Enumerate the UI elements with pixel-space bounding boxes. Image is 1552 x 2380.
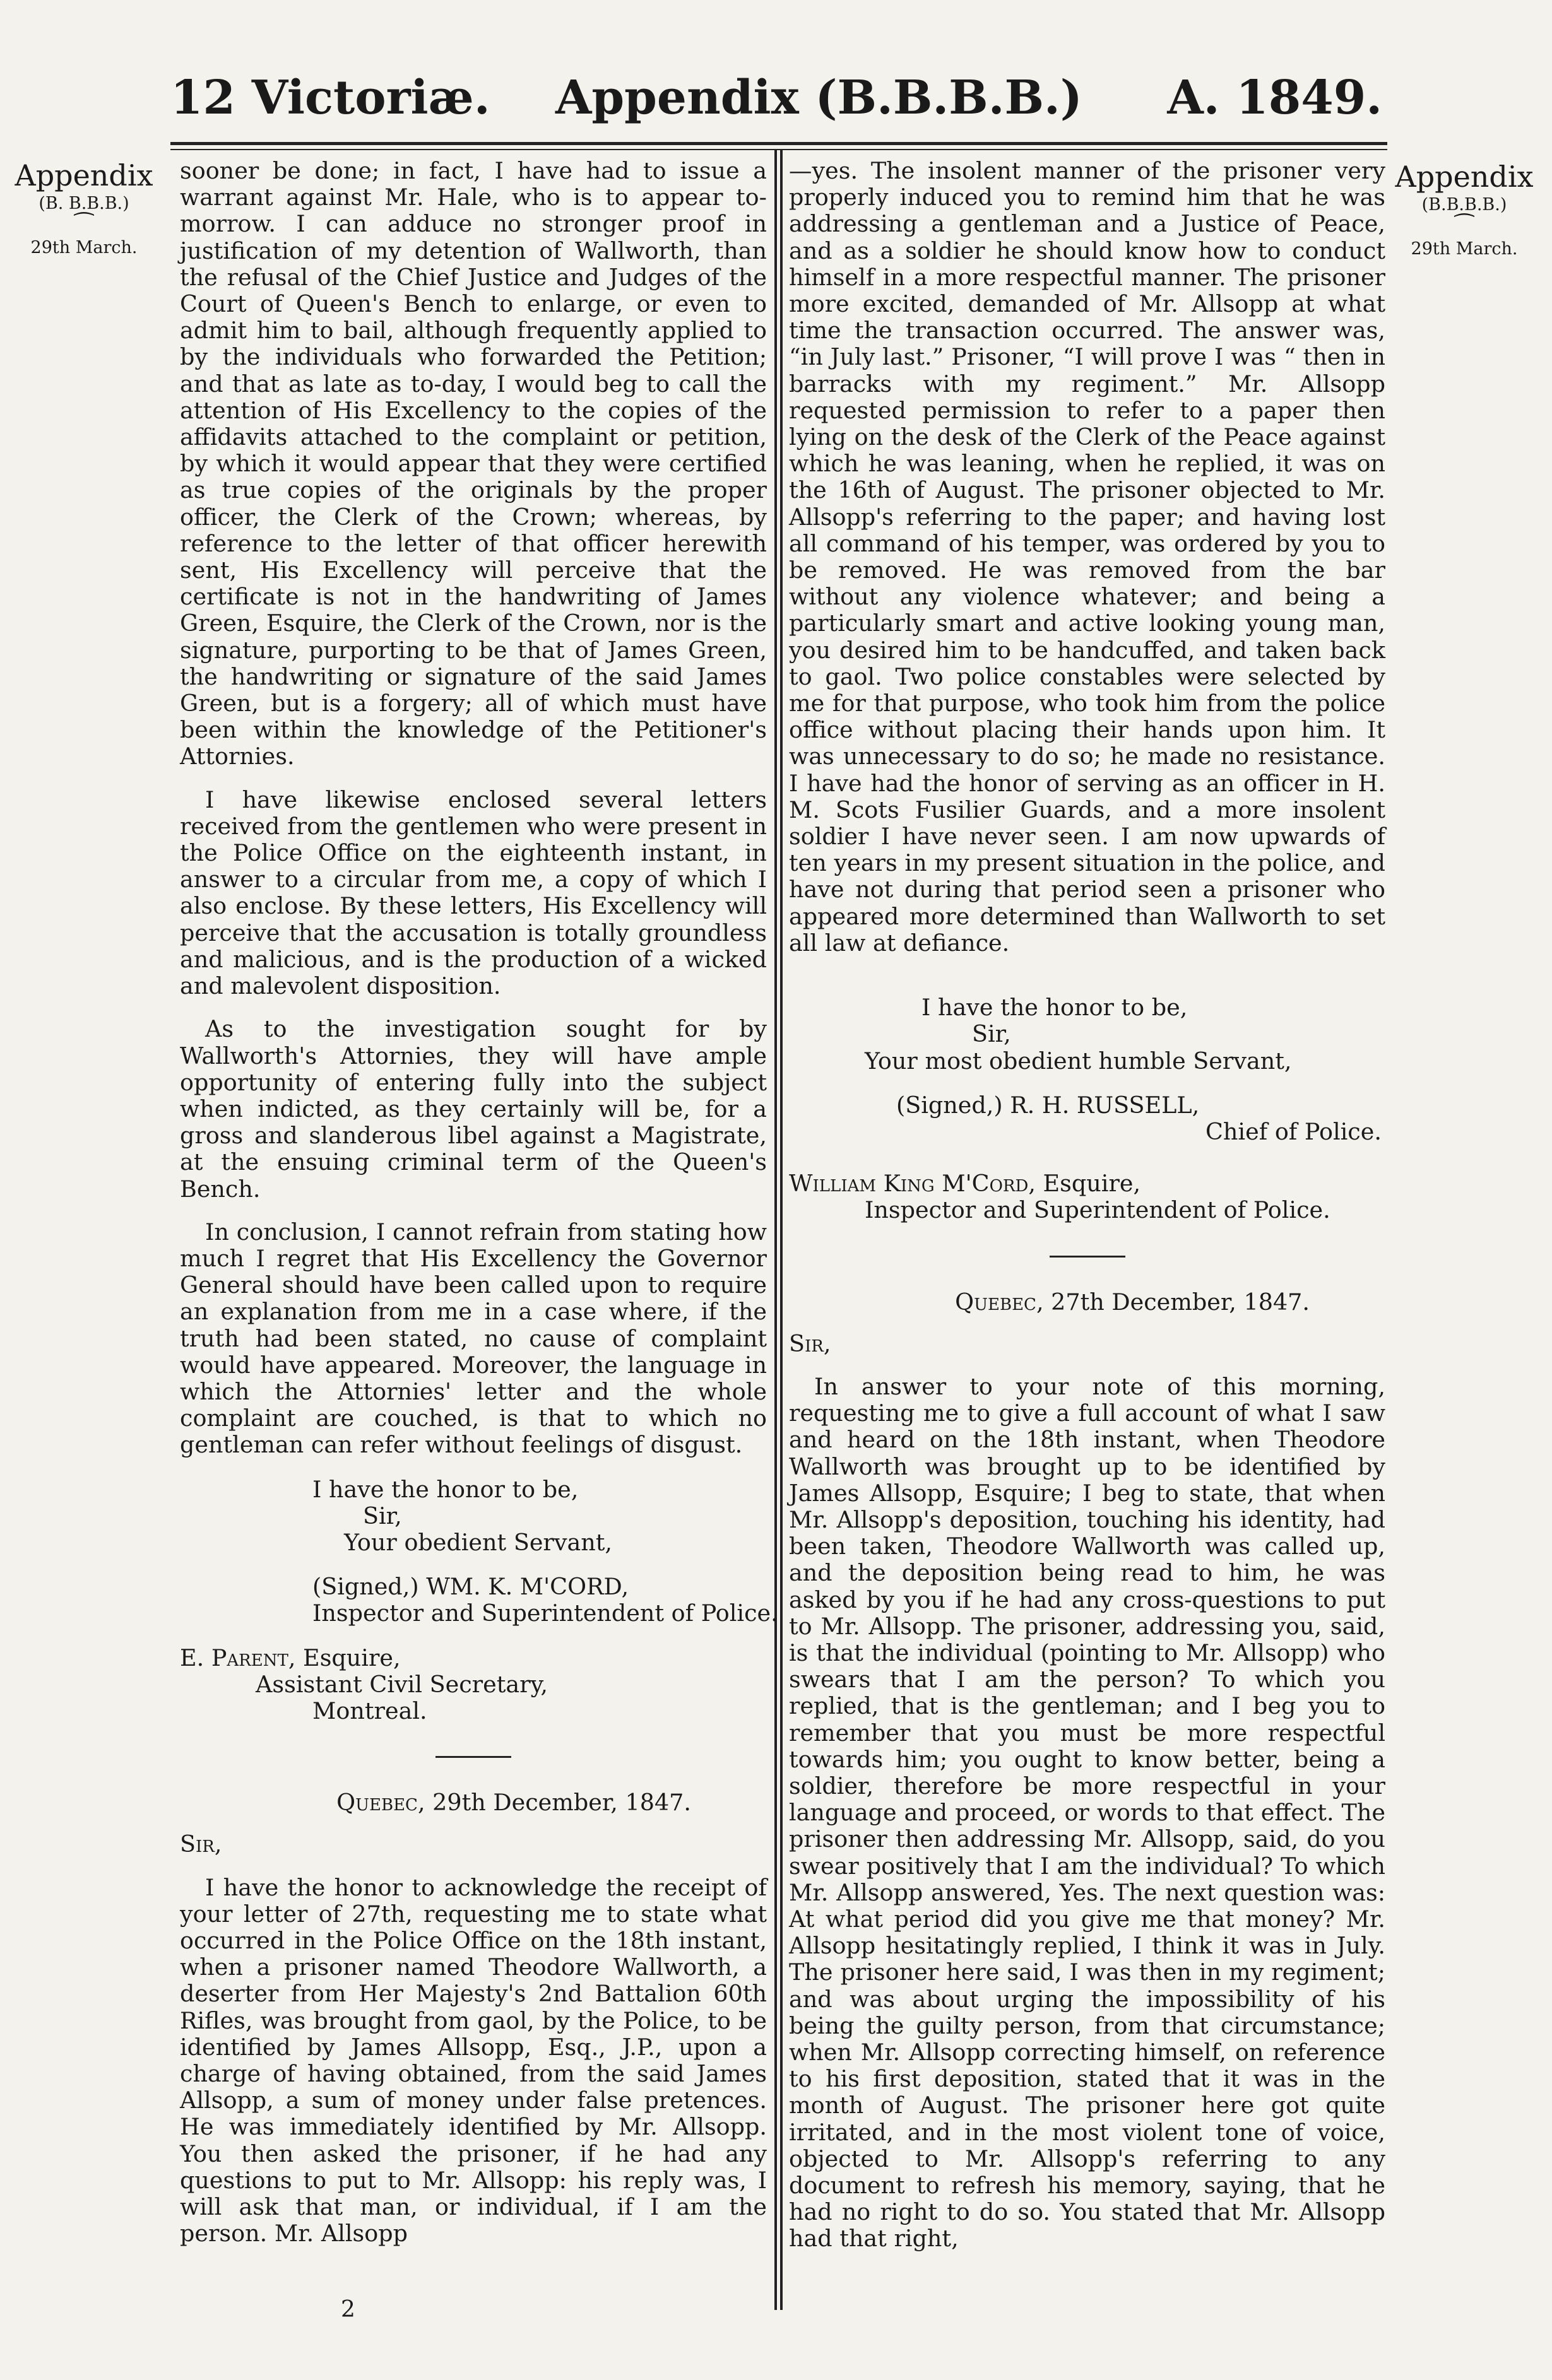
header-session: 12 Victoriæ.: [170, 71, 490, 125]
addressee-place: Montreal.: [312, 1697, 427, 1724]
column-divider: [780, 149, 783, 2310]
salutation: Sir,: [180, 1830, 222, 1858]
letter-closing: [789, 994, 1385, 1145]
addressee-suffix: , Esquire,: [288, 1644, 401, 1671]
signature: (Signed,) WM. K. M'CORD,: [312, 1573, 629, 1601]
salutation: Sir,: [789, 1329, 831, 1357]
margin-date: 29th March.: [1411, 239, 1518, 259]
paragraph: —yes. The insolent manner of the prisoner very properly induced you to remind him that he was addressing a gentleman and a Justice of Peace, and as a soldier he should know how to conduct himself in a more respectful manner. The prisoner more excited, demanded of Mr. Allsopp at what time the transaction occurred. The answer was, “in July last.” Prisoner, “I will prove I was “ then in barracks with my regiment.” Mr. Allsopp requested permission to refer to a paper then lying on the desk of the Clerk of the Peace against which he was leaning, when he replied, it was on the 16th of August. The prisoner objected to Mr. Allsopp's referring to the paper; and having lost all command of his temper, was ordered by you to be removed. He was removed from the bar without any violence whatever; and being a particularly smart and active looking young man, you desired him to be handcuffed, and taken back to gaol. Two police constables were selected by me for that purpose, who took him from the police office without placing their hands upon him. It was unnecessary to do so; he made no resistance. I have had the honor of serving as an officer in H. M. Scots Fusilier Guards, and a more insolent soldier I have never seen. I am now upwards of ten years in my present situation in the police, and have not during that period seen a prisoner who appeared more determined than Wallworth to set all law at defiance.: [789, 157, 1385, 957]
margin-brace: ⁀: [1455, 214, 1474, 240]
closing-line: I have the honor to be,: [312, 1475, 579, 1503]
margin-appendix-ref: (B. B.B.B.): [39, 194, 129, 213]
column-divider: [774, 149, 777, 2310]
dateline: [180, 1789, 767, 1816]
left-column: [180, 157, 778, 2247]
paragraph: I have the honor to acknowledge the receipt of your letter of 27th, requesting me to state what occurred in the Police Office on the 18th instant, when a prisoner named Theodore Wallworth, a deserter from Her Majesty's 2nd Battalion 60th Rifles, was brought from gaol, by the Police, to be identified by James Allsopp, Esq., J.P., upon a charge of having obtained, from the said James Allsopp, a sum of money under false pretences. He was immediately identified by Mr. Allsopp. You then asked the prisoner, if he had any questions to put to Mr. Allsopp: his reply was, I will ask that man, or individual, if I am the person. Mr. Allsopp: [180, 1873, 767, 2247]
margin-date: 29th March.: [30, 238, 138, 257]
header-appendix: Appendix (B.B.B.B.): [555, 71, 1082, 125]
dateline-date: , 27th December, 1847.: [1036, 1288, 1310, 1316]
margin-brace: ⁀: [74, 213, 93, 239]
addressee-name: William King M'Cord: [789, 1170, 1029, 1198]
signature-title: Chief of Police.: [1205, 1117, 1382, 1145]
addressee-title: Assistant Civil Secretary,: [256, 1670, 548, 1698]
right-column: [789, 158, 1385, 2253]
paragraph: As to the investigation sought for by Wallworth's Attornies, they will have ample opportunity of entering fully into the subject when indicted, as they certainly will be, for a gross and slanderous libel against a Magistrate, at the ensuing criminal term of the Queen's Bench.: [180, 1015, 767, 1203]
header-rule-thin: [170, 149, 1387, 150]
paragraph: sooner be done; in fact, I have had to issue a warrant against Mr. Hale, who is to appear to-morrow. I can adduce no stronger proof in justification of my detention of Wallworth, than the refusal of the Chief Justice and Judges of the Court of Queen's Bench to enlarge, or even to admit him to bail, although frequently applied to by the individuals who forwarded the Petition; and that as late as to-day, I would beg to call the attention of His Excellency to the copies of the affidavits attached to the complaint or petition, by which it would appear that they were certified as true copies of the originals by the proper officer, the Clerk of the Crown; whereas, by reference to the letter of that officer herewith sent, His Excellency will perceive that the certificate is not in the handwriting of James Green, Esquire, the Clerk of the Crown, nor is the signature, purporting to be that of James Green, the handwriting or signature of the said James Green, but is a forgery; all of which must have been within the knowledge of the Petitioner's Attornies.: [180, 157, 767, 770]
signature-title: Inspector and Superintendent of Police.: [312, 1599, 778, 1627]
dateline-date: , 29th December, 1847.: [417, 1789, 691, 1817]
margin-appendix-title: Appendix: [1395, 160, 1534, 194]
paragraph: In answer to your note of this morning, requesting me to give a full account of what I saw and heard on the 18th instant, when Theodore Wallworth was brought up to be identified by James Allsopp, Esquire; I beg to state, that when Mr. Allsopp's deposition, touching his identity, had been taken, Theodore Wallworth was called up, and the deposition being read to him, he was asked by you if he had any cross-questions to put to Mr. Allsopp. The prisoner, addressing you, said, is that the individual (pointing to Mr. Allsopp) who swears that I am the person? To which you replied, that is the gentleman; and I beg you to remember that you must be more respectful towards him; you ought to know better, being a soldier, therefore be more respectful in your language and proceed, or words to that effect. The prisoner then addressing Mr. Allsopp, said, do you swear positively that I am the individual? To which Mr. Allsopp answered, Yes. The next question was: At what period did you give me that money? Mr. Allsopp hesitatingly replied, I think it was in July. The prisoner here said, I was then in my regiment; and was about urging the impossibility of his being the guilty person, from that circumstance; when Mr. Allsopp correcting himself, on reference to his first deposition, stated that it was in the month of August. The prisoner here got quite irritated, and in the most violent tone of voice, objected to Mr. Allsopp's referring to any document to refresh his memory, saying, that he had no right to do so. You stated that Mr. Allsopp had that right,: [789, 1372, 1385, 2253]
addressee-title: Inspector and Superintendent of Police.: [865, 1196, 1330, 1224]
margin-appendix-ref: (B.B.B.B.): [1421, 195, 1507, 215]
closing-line: Sir,: [972, 1020, 1011, 1048]
header-rule-thick: [170, 142, 1387, 145]
left-margin-note: [5, 158, 163, 259]
paragraph: In conclusion, I cannot refrain from stating how much I regret that His Excellency the Governor General should have been called upon to require an explanation from me in a case where, if the truth had been stated, no cause of complaint would have appeared. Moreover, the language in which the Attornies' letter and the whole complaint are couched, is that to which no gentleman can refer without feelings of disgust.: [180, 1218, 767, 1459]
header-year: A. 1849.: [1167, 71, 1382, 125]
addressee-suffix: , Esquire,: [1028, 1170, 1141, 1198]
addressee: [180, 1645, 767, 1725]
dateline-place: Quebec: [336, 1789, 418, 1817]
dateline-place: Quebec: [955, 1288, 1036, 1316]
page-header: [170, 71, 1382, 125]
section-rule: [1050, 1256, 1125, 1258]
signature-mark: 2: [341, 2297, 355, 2323]
paragraph: I have likewise enclosed several letters received from the gentlemen who were present in the Police Office on the eighteenth instant, in answer to a circular from me, a copy of which I also enclose. By these letters, His Excellency will perceive that the accusation is totally groundless and malicious, and is the production of a wicked and malevolent disposition.: [180, 786, 767, 1000]
closing-line: Your most obedient humble Servant,: [865, 1047, 1292, 1075]
right-margin-note: [1385, 159, 1543, 260]
addressee: [789, 1170, 1385, 1223]
letter-closing: [180, 1475, 778, 1627]
margin-appendix-title: Appendix: [15, 158, 153, 192]
addressee-name: E. Parent: [180, 1644, 288, 1671]
closing-line: Your obedient Servant,: [344, 1528, 613, 1556]
dateline: [789, 1289, 1385, 1316]
signature: (Signed,) R. H. RUSSELL,: [896, 1091, 1200, 1119]
closing-line: Sir,: [363, 1502, 402, 1529]
section-rule: [435, 1756, 511, 1758]
closing-line: I have the honor to be,: [921, 994, 1188, 1022]
